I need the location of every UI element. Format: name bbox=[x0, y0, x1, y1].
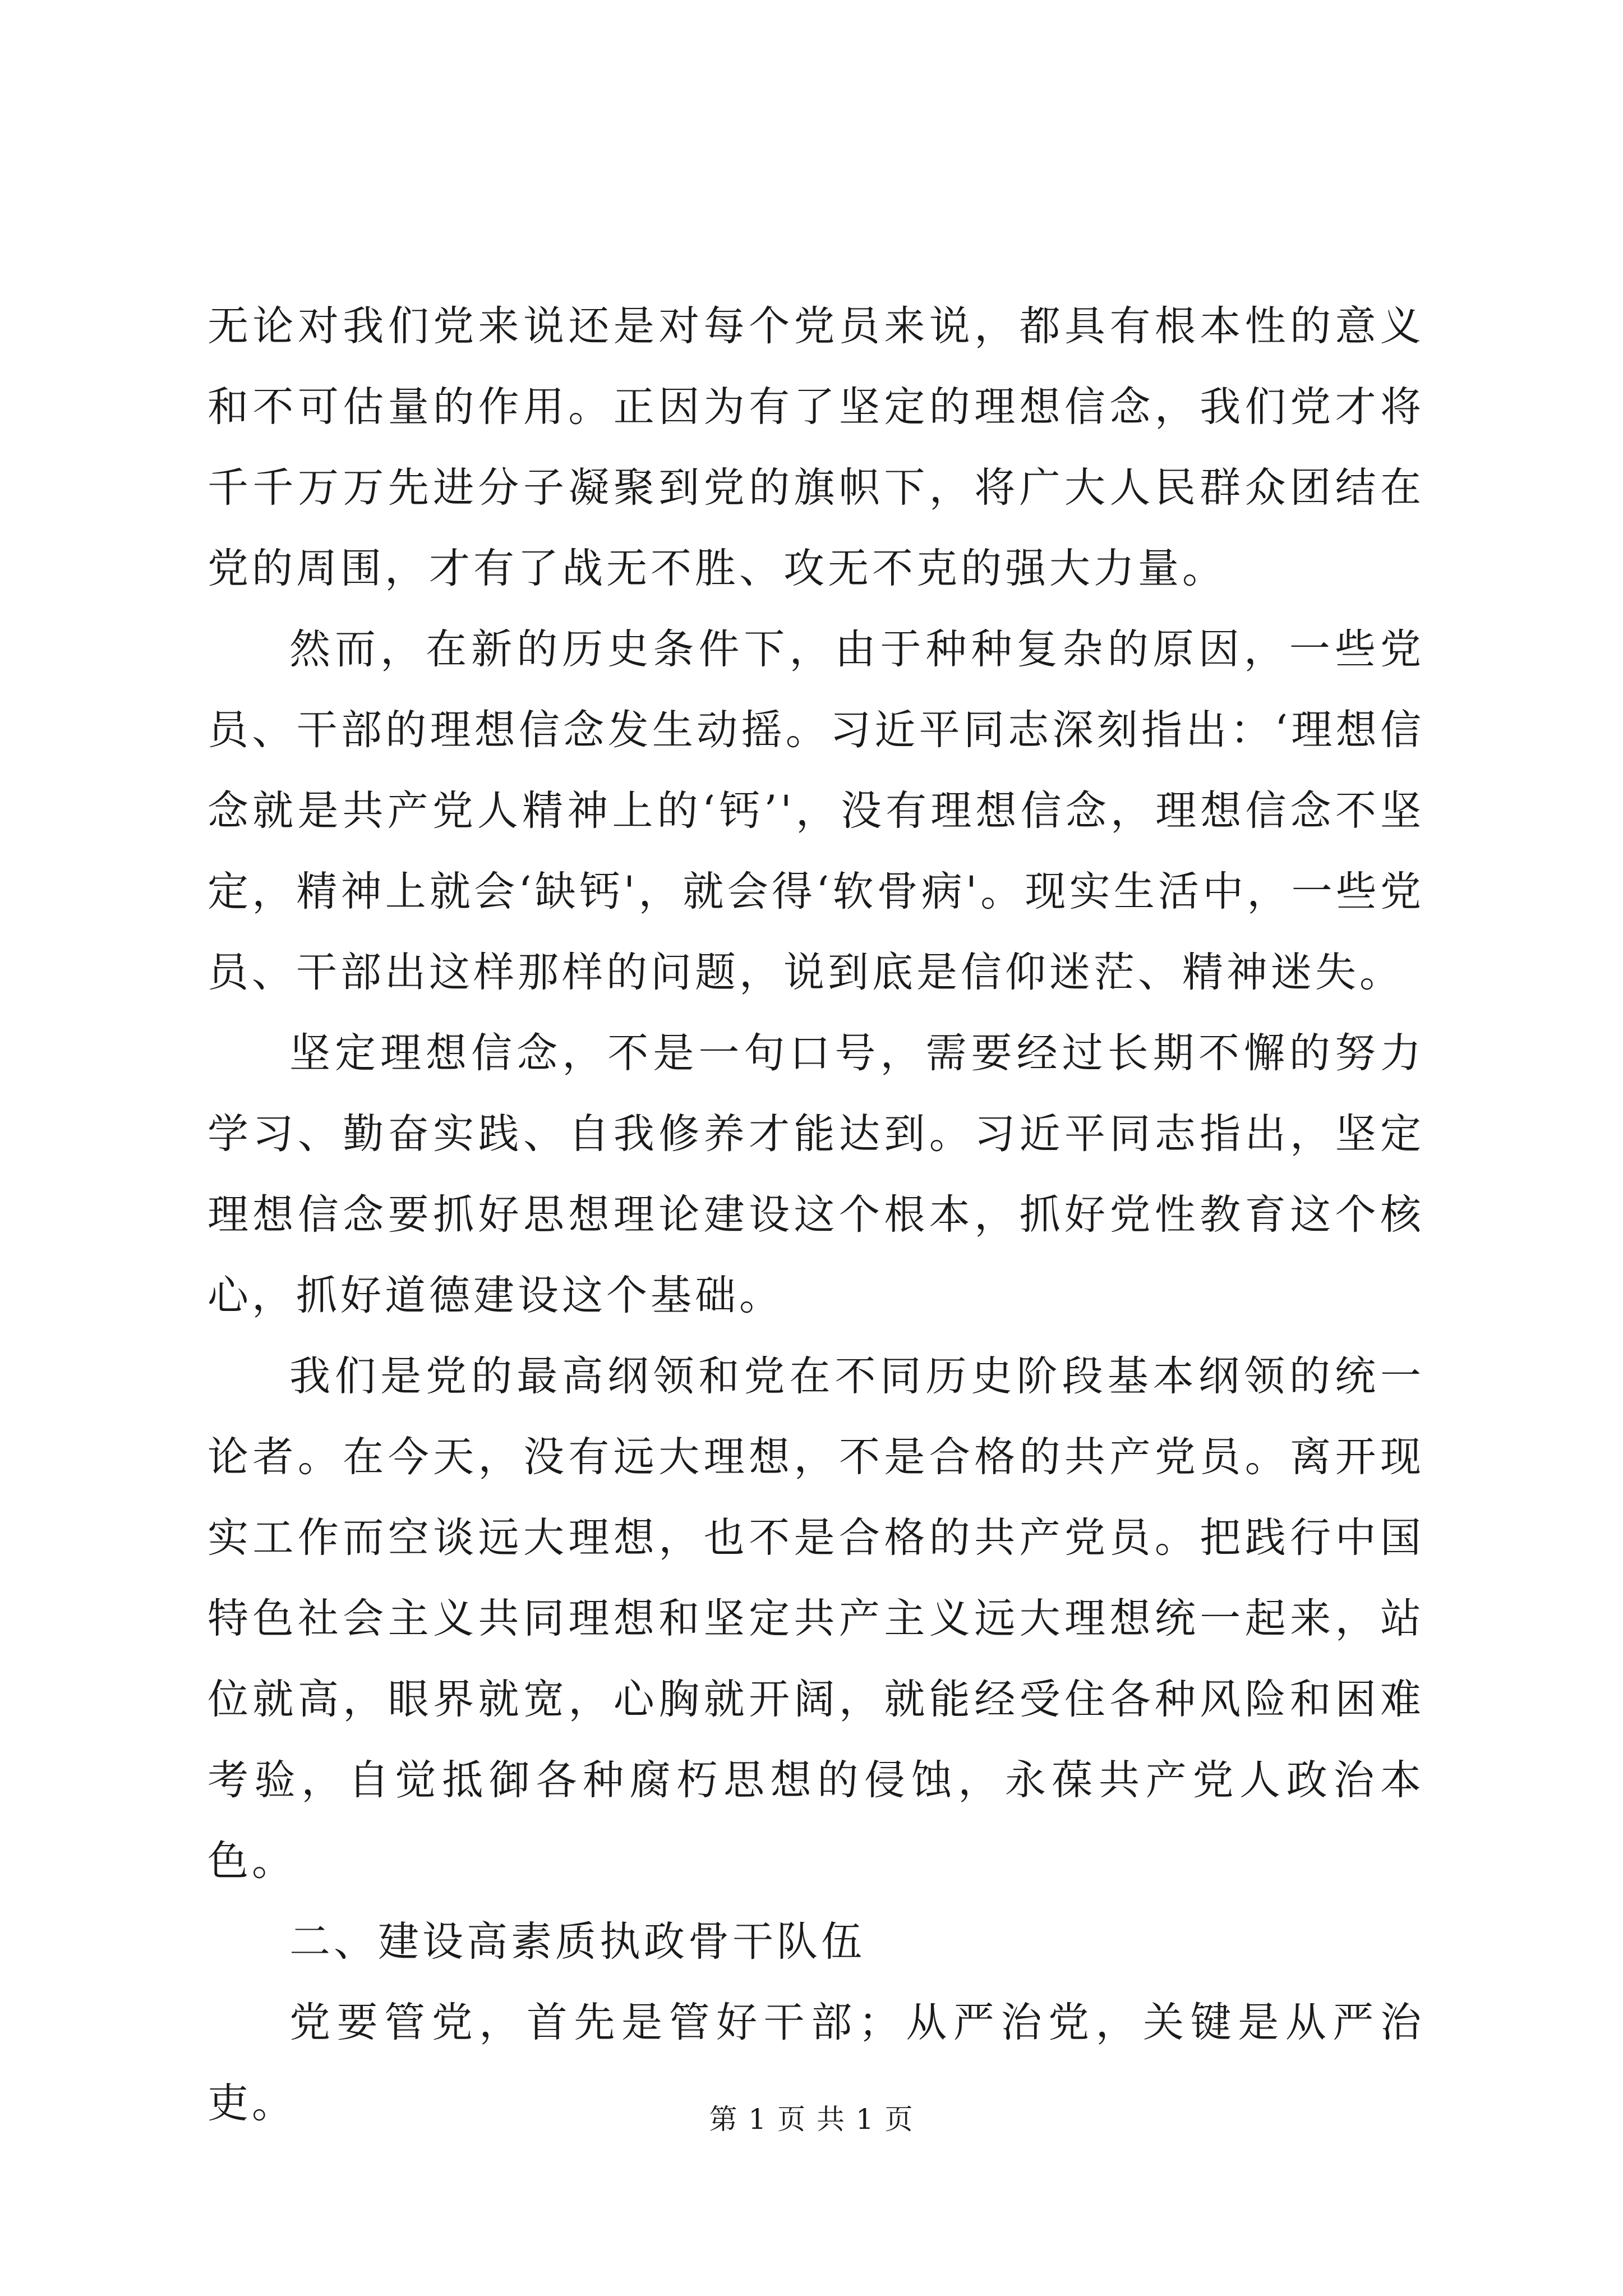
document-body bbox=[208, 286, 1424, 2144]
paragraph-2: 然而，在新的历史条件下，由于种种复杂的原因，一些党员、干部的理想信念发生动摇。习近平同志深刻指出：‘理想信念就是共产党人精神上的‘钙’'，没有理想信念，理想信念不坚定，精神上就会‘缺钙'，就会得‘软骨病'。现实生活中，一些党员、干部出这样那样的问题，说到底是信仰迷茫、精神迷失。 bbox=[208, 625, 1424, 996]
paragraph-4: 我们是党的最高纲领和党在不同历史阶段基本纲领的统一论者。在今天，没有远大理想，不是合格的共产党员。离开现实工作而空谈远大理想，也不是合格的共产党员。把践行中国特色社会主义共同理想和坚定共产主义远大理想统一起来，站位就高，眼界就宽，心胸就开阔，就能经受住各种风险和困难考验，自觉抵御各种腐朽思想的侵蚀，永葆共产党人政治本色。 bbox=[208, 1352, 1424, 1885]
section-heading: 二、建设高素质执政骨干队伍 bbox=[289, 1918, 865, 1966]
paragraph-3: 坚定理想信念，不是一句口号，需要经过长期不懈的努力学习、勤奋实践、自我修养才能达到。习近平同志指出，坚定理想信念要抓好思想理论建设这个根本，抓好党性教育这个核心，抓好道德建设这个基础。 bbox=[208, 1029, 1424, 1319]
paragraph-1: 无论对我们党来说还是对每个党员来说，都具有根本性的意义和不可估量的作用。正因为有了坚定的理想信念，我们党才将千千万万先进分子凝聚到党的旗帜下，将广大人民群众团结在党的周围，才有了战无不胜、攻无不克的强大力量。 bbox=[208, 302, 1424, 592]
paragraph-5: 党要管党，首先是管好干部；从严治党，关键是从严治吏。 bbox=[208, 1999, 1424, 2127]
page-footer: 第 1 页 共 1 页 bbox=[709, 2103, 914, 2136]
